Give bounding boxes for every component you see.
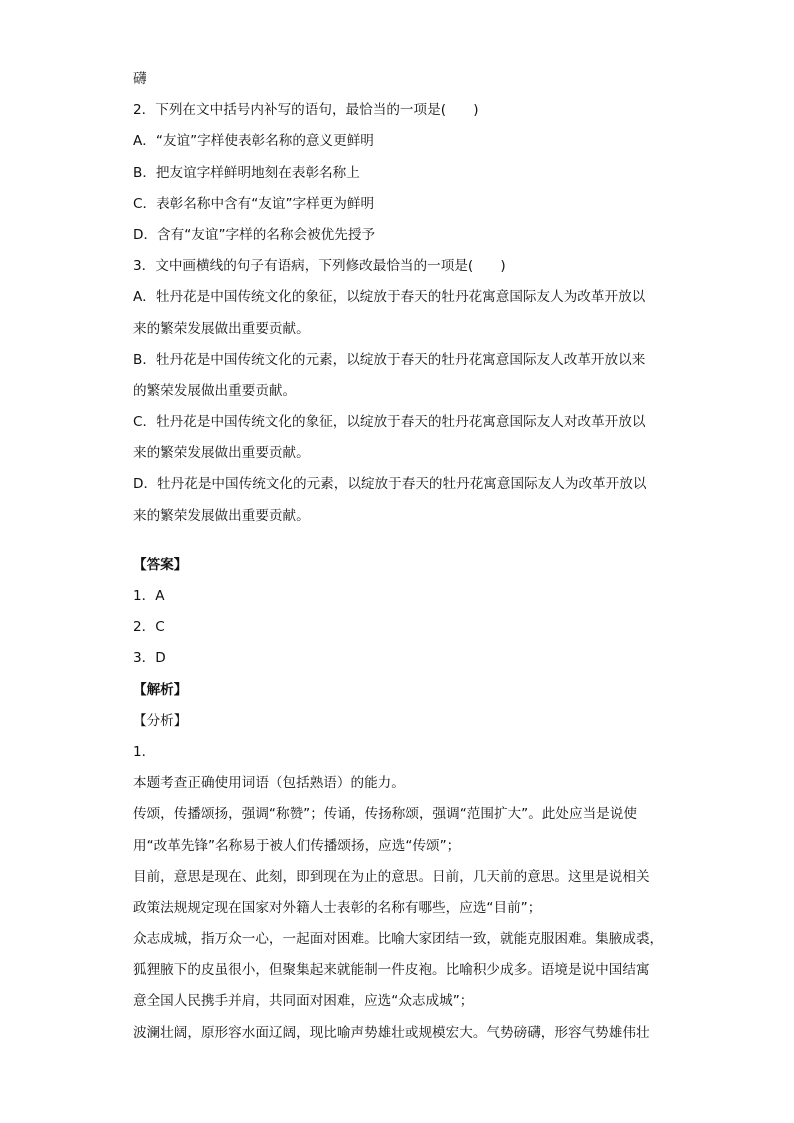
question-3-option-d-cont: 来的繁荣发展做出重要贡献。 xyxy=(133,507,310,524)
analysis-text-line: 波澜壮阔，原形容水面辽阔，现比喻声势雄壮或规模宏大。气势磅礴，形容气势雄伟壮 xyxy=(133,1024,650,1041)
question-3-option-d: D．牡丹花是中国传统文化的元素，以绽放于春天的牡丹花寓意国际友人为改革开放以 xyxy=(133,476,647,493)
analysis-text-line: 目前，意思是现在、此刻，即到现在为止的意思。日前，几天前的意思。这里是说相关 xyxy=(133,868,650,885)
text-line: 礴 xyxy=(133,71,147,87)
analysis-heading: 【解析】 xyxy=(133,681,188,698)
question-3-option-a: A．牡丹花是中国传统文化的象征，以绽放于春天的牡丹花寓意国际友人为改革开放以 xyxy=(133,289,646,306)
question-2-stem: 2．下列在文中括号内补写的语句，最恰当的一项是( ) xyxy=(133,102,479,119)
document-body xyxy=(133,64,663,1049)
question-3-stem: 3．文中画横线的句子有语病，下列修改最恰当的一项是( ) xyxy=(133,258,506,275)
question-3-option-c: C．牡丹花是中国传统文化的象征，以绽放于春天的牡丹花寓意国际友人对改革开放以 xyxy=(133,414,646,431)
question-2-option-d: D．含有“友谊”字样的名称会被优先授予 xyxy=(133,226,376,243)
analysis-item-1: 1． xyxy=(133,743,156,760)
answer-2: 2．C xyxy=(133,619,165,636)
answer-3: 3．D xyxy=(133,650,166,667)
analysis-text-line: 意全国人民携手并肩，共同面对困难，应选“众志成城”； xyxy=(133,993,474,1010)
analysis-subheading: 【分析】 xyxy=(133,712,188,729)
analysis-text-line: 用“改革先锋”名称易于被人们传播颂扬，应选“传颂”； xyxy=(133,837,461,854)
section-spacer xyxy=(133,532,663,550)
question-2-option-c: C．表彰名称中含有“友谊”字样更为鲜明 xyxy=(133,195,375,212)
analysis-text-line: 传颂，传播颂扬，强调“称赞”；传诵，传扬称颂，强调“范围扩大”。此处应当是说使 xyxy=(133,806,637,823)
question-3-option-b-cont: 的繁荣发展做出重要贡献。 xyxy=(133,382,297,399)
question-2-option-a: A．“友谊”字样使表彰名称的意义更鲜明 xyxy=(133,133,374,150)
analysis-text-line: 众志成城，指万众一心，一起面对困难。比喻大家团结一致，就能克服困难。集腋成裘， xyxy=(133,931,664,948)
question-3-option-c-cont: 来的繁荣发展做出重要贡献。 xyxy=(133,445,310,462)
analysis-text-line: 狐狸腋下的皮虽很小，但聚集起来就能制一件皮袍。比喻积少成多。语境是说中国结寓 xyxy=(133,962,650,979)
analysis-text-line: 本题考查正确使用词语（包括熟语）的能力。 xyxy=(133,775,405,792)
answer-1: 1．A xyxy=(133,588,165,604)
question-3-option-b: B．牡丹花是中国传统文化的元素，以绽放于春天的牡丹花寓意国际友人改革开放以来 xyxy=(133,351,646,368)
question-2-option-b: B．把友谊字样鲜明地刻在表彰名称上 xyxy=(133,164,360,181)
analysis-text-line: 政策法规规定现在国家对外籍人士表彰的名称有哪些，应选“目前”； xyxy=(133,899,542,916)
answer-heading: 【答案】 xyxy=(133,556,188,573)
question-3-option-a-cont: 来的繁荣发展做出重要贡献。 xyxy=(133,320,310,337)
